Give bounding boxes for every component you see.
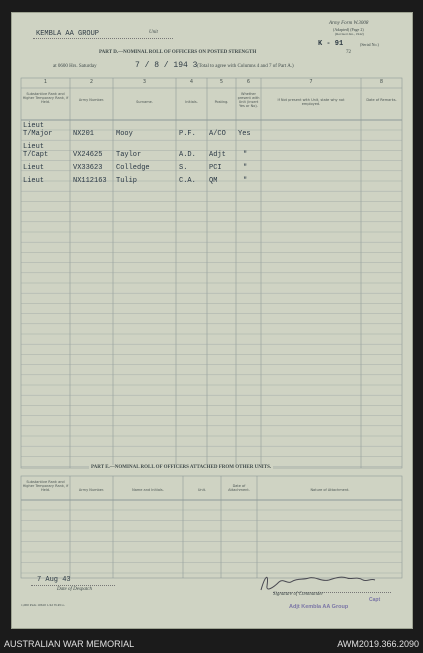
commander-label: Signature of Commander — [273, 592, 324, 597]
surname: Colledge — [116, 164, 150, 172]
col-num-4: 4 — [189, 79, 194, 85]
table-row — [21, 177, 402, 187]
rank-line2: T/Capt — [23, 151, 49, 159]
table-row — [21, 122, 402, 140]
army-form-title: Army Form W.3008 — [329, 21, 369, 26]
col-num-7: 7 — [309, 79, 313, 85]
col-num-3: 3 — [142, 79, 147, 85]
part-e-header-army-number: Army Number. — [78, 488, 105, 492]
despatch-underline — [31, 585, 115, 586]
part-e-title: PART E.—NOMINAL ROLL OF OFFICERS ATTACHED FROM OTHER UNITS. — [91, 465, 272, 470]
army-number: NX201 — [73, 130, 95, 138]
col-header-posting: Posting. — [214, 100, 229, 104]
rank-line1: Lieut — [23, 143, 45, 151]
initials: P.F. — [179, 130, 196, 138]
col-num-2: 2 — [89, 79, 94, 85]
initials: C.A. — [179, 177, 196, 185]
unit-typed: KEMBLA AA GROUP — [36, 30, 100, 38]
footer-left: AUSTRALIAN WAR MEMORIAL — [4, 639, 135, 649]
stamp-adjt: Adjt Kembla AA Group — [289, 604, 349, 610]
col-header-not-present: If Not present with Unit, state why not employed. — [277, 98, 345, 106]
initials: S. — [179, 164, 188, 172]
form-page — [11, 12, 413, 629]
army-number: NX112163 — [73, 177, 107, 185]
table-row — [21, 164, 402, 174]
at-hours-text: at 0600 Hrs. Saturday — [53, 64, 97, 69]
col-header-rank: Substantive Rank and Higher Temporary Rank, if Held. — [22, 92, 69, 104]
present: " — [243, 164, 248, 172]
present: Yes — [238, 130, 251, 138]
rank-line2: T/Major — [23, 130, 53, 138]
col-num-8: 8 — [379, 79, 384, 85]
col-header-surname: Surname. — [136, 100, 153, 104]
initials: A.D. — [179, 151, 196, 159]
posting: Adjt — [209, 151, 226, 159]
col-num-1: 1 — [43, 79, 48, 85]
table-row — [21, 143, 402, 161]
rank-line2: Lieut — [23, 177, 45, 185]
posting: PCI — [209, 164, 222, 172]
rank-line1: Lieut — [23, 122, 45, 130]
unit-label: Unit — [149, 30, 158, 35]
total-note: (Total to agree with Columns 4 and 7 of Part A.) — [197, 64, 294, 69]
signed-name — [286, 578, 291, 579]
army-form-rev: (Revised Jan., 1942) — [335, 32, 364, 36]
serial-label: (Serial No.) — [360, 42, 379, 47]
col-header-army-number: Army Number. — [78, 98, 105, 102]
rank-line2: Lieut — [23, 164, 45, 172]
army-number: VX24625 — [73, 151, 103, 159]
surname: Tulip — [116, 177, 138, 185]
stamp-capt: Capt — [369, 597, 381, 603]
col-header-initials: Initials. — [185, 100, 198, 104]
archive-footer — [0, 636, 423, 653]
col-header-present: Whether present with Unit (insert Yes or No). — [237, 92, 260, 108]
col-num-5: 5 — [219, 79, 224, 85]
part-e-header-date: Date of Attachment. — [228, 484, 250, 492]
army-number: VX33623 — [73, 164, 103, 172]
posting: QM — [209, 177, 218, 185]
col-header-remarks: Date of Remarks. — [366, 98, 397, 102]
part-e-header-name: Name and Initials. — [132, 488, 164, 492]
part-e-header-unit: Unit. — [197, 488, 207, 492]
surname: Taylor — [116, 151, 142, 159]
despatch-date: 7 Aug 43 — [37, 576, 71, 584]
part-e-header-rank: Substantive Rank and Higher Temporary Rank, if Held. — [22, 480, 69, 492]
date-typed: 7 / 8 / 194 3 — [135, 61, 198, 70]
footer-right: AWM2019.366.2090 — [337, 639, 419, 649]
part-e-header-nature: Nature of Attachment. — [310, 488, 350, 492]
present: " — [243, 177, 248, 185]
serial-extra: 72 — [346, 50, 351, 55]
part-d-title: PART D.—NOMINAL ROLL OF OFFICERS ON POSTED STRENGTH — [99, 50, 257, 55]
col-num-6: 6 — [246, 79, 251, 85]
present: " — [243, 151, 248, 159]
despatch-label: Date of Despatch — [57, 587, 92, 592]
army-form-sub: (Adapted) (Page 2) — [333, 27, 364, 32]
surname: Mooy — [116, 130, 133, 138]
printer-note: 1,000 Pads 10610 1/42 W.P.Co. — [21, 603, 66, 607]
posting: A/CO — [209, 130, 226, 138]
serial-typed: K - 91 — [318, 40, 344, 48]
part-d-grid — [11, 12, 413, 629]
